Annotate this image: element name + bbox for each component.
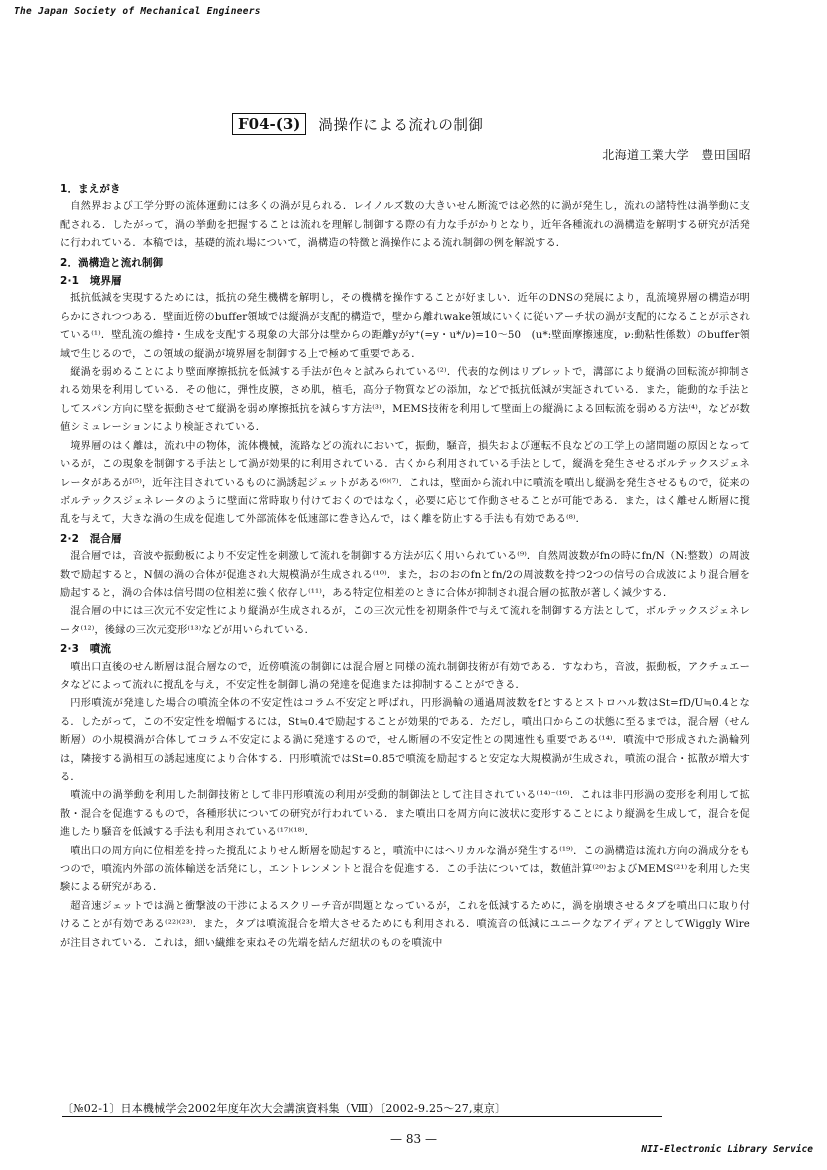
paragraph: 境界層のはく離は，流れ中の物体，流体機械，流路などの流れにおいて，振動，騒音，損失および運転不良などの工学上の諸問題の原因となっているが，この現象を制御する手法として渦が効果的に利用されている．古くから利用されている手法として，縦渦を発生させるボルテックスジェネレータがあるが⁽⁵⁾，近年注目されているものに渦誘起ジェットがある⁽⁶⁾⁽⁷⁾．これは，壁面から流れ中に噴流を噴出し縦渦を発生させるもので，従来のボルテックスジェネレータのように壁面に常時取り付けておくのではなく，必要に応じて作動させることが可能である．また，はく離せん断層に撹乱を与えて，大きな渦の生成を促進して外部流体を低速部に巻き込んで，はく離を防止する手法も有効である⁽⁸⁾． xyxy=(60,440,750,526)
section-heading: 2．渦構造と流れ制御 xyxy=(60,256,164,269)
section-heading: 1．まえがき xyxy=(60,183,121,195)
paper-body xyxy=(60,180,750,953)
paper-title: 渦操作による流れの制御 xyxy=(318,117,484,134)
paragraph: 自然界および工学分野の流体運動には多くの渦が見られる．レイノルズ数の大きいせん断流では必然的に渦が発生し，流れの諸特性は渦挙動に支配される．したがって，渦の挙動を把握することは流れを理解し制御する際の有力な手がかりとなり，近年各種流れの渦構造を解明する研究が活発に行われている．本稿では，基礎的流れ場について，渦構造の特徴と渦操作による流れ制御の例を解説する． xyxy=(60,201,750,250)
section-heading: 2·1 境界層 xyxy=(60,275,122,288)
paragraph: 円形噴流が発達した場合の噴流全体の不安定性はコラム不安定と呼ばれ，円形渦輪の通過周波数をfとするとストロハル数はSt=fD/U≒0.4となる．したがって，この不安定性を増幅するには，St≒0.4で励起することが効果的である．ただし，噴出口からこの状態に至るまでは，混合層（せん断層）の小規模渦が合体してコラム不安定による渦に発達するので，せん断層の不安定性との関連性も重要である⁽¹⁴⁾．噴流中で形成された渦輪列は，隣接する渦相互の誘起速度により合体する．円形噴流ではSt=0.85で噴流を励起すると安定な大規模渦が生成され，噴流の混合・拡散が増大する． xyxy=(60,698,750,783)
paper-id-box: F04-(3) xyxy=(232,113,306,135)
section-heading: 2·2 混合層 xyxy=(60,532,122,545)
paragraph: 混合層では，音波や振動板により不安定性を刺激して流れを制御する方法が広く用いられている⁽⁹⁾．自然周波数がfnの時にfn/N（N:整数）の周波数で励起すると，N個の渦の合体が促進され大規模渦が生成される⁽¹⁰⁾．また，おのおのfnとfn/2の周波数を持つ2つの信号の合成波により混合層を励起すると，渦の合体は信号間の位相差に強く依存し⁽¹¹⁾，ある特定位相差のときに合体が抑制され混合層の拡散が著しく減少する． xyxy=(60,551,750,599)
proceedings-citation: 〔№02-1〕日本機械学会2002年度年次大会講演資料集（Ⅷ）〔2002-9.25～27,東京〕 xyxy=(62,1102,507,1115)
paragraph: 噴出口直後のせん断層は混合層なので，近傍噴流の制御には混合層と同様の流れ制御技術が有効である．すなわち，音波，振動板，アクチュエータなどによって流れに撹乱を与え，不安定性を制御し渦の発達を促進または抑制することができる． xyxy=(60,661,750,691)
citation-rule xyxy=(62,1116,662,1117)
society-header: The Japan Society of Mechanical Engineers xyxy=(14,6,261,17)
paragraph: 混合層の中には三次元不安定性により縦渦が生成されるが，この三次元性を初期条件で与えて流れを制御する方法として，ボルテックスジェネレータ⁽¹²⁾，後縁の三次元変形⁽¹³⁾などが用いられている． xyxy=(60,606,750,636)
title-block xyxy=(232,112,483,136)
paragraph: 縦渦を弱めることにより壁面摩擦抵抗を低減する手法が色々と試みられている⁽²⁾．代表的な例はリブレットで，溝部により縦渦の回転流が抑制される効果を利用している．その他に，弾性皮膜，さめ肌，植毛，高分子物質などの添加，などで抵抗低減が実証されている．また，能動的な手法としてスパン方向に壁を振動させて縦渦を弱め摩擦抵抗を減らす方法⁽³⁾，MEMS技術を利用して壁面上の縦渦による回転流を弱める方法⁽⁴⁾，などが数値シミュレーションにより検証されている． xyxy=(60,367,750,434)
author-affiliation: 北海道工業大学 豊田国昭 xyxy=(602,148,751,162)
paragraph: 噴流中の渦挙動を利用した制御技術として非円形噴流の利用が受動的制御法として注目されている⁽¹⁴⁾⁻⁽¹⁶⁾．これは非円形渦の変形を利用して拡散・混合を促進するもので，各種形状についての研究が行われている．また噴出口を周方向に波状に変形することにより縦渦を生成して，混合を促進したり騒音を低減する手法も利用されている⁽¹⁷⁾⁽¹⁸⁾． xyxy=(60,790,750,839)
library-footer: NII-Electronic Library Service xyxy=(641,1144,813,1155)
paragraph: 抵抗低減を実現するためには，抵抗の発生機構を解明し，その機構を操作することが好ましい．近年のDNSの発展により，乱流境界層の構造が明らかにされつつある．壁面近傍のbuffer領域では縦渦が支配的構造で，壁から離れwake領域にいくに従いアーチ状の渦が支配的になることが示されている⁽¹⁾．壁乱流の維持・生成を支配する現象の大部分は壁からの距離yがy⁺(=y・u*/ν)=10～50 (u*:壁面摩擦速度，ν:動粘性係数）のbuffer領域で生じるので，この領域の縦渦が境界層を制御する上で極めて重要である． xyxy=(60,293,750,360)
paragraph: 噴出口の周方向に位相差を持った撹乱によりせん断層を励起すると，噴流中にはヘリカルな渦が発生する⁽¹⁹⁾．この渦構造は流れ方向の渦成分をもつので，噴流内外部の流体輸送を活発にし，エントレンメントと混合を促進する．この手法については，数値計算⁽²⁰⁾およびMEMS⁽²¹⁾を利用した実験による研究がある． xyxy=(60,845,750,894)
paragraph: 超音速ジェットでは渦と衝撃波の干渉によるスクリーチ音が問題となっているが，これを低減するために，渦を崩壊させるタブを噴出口に取り付けることが有効である⁽²²⁾⁽²³⁾．また，タブは噴流混合を増大させるためにも利用される．噴流音の低減にユニークなアイディアとしてWiggly Wireが注目されている．これは，細い繊維を束ねその先端を結んだ紐状のものを噴流中 xyxy=(60,900,750,949)
section-heading: 2·3 噴流 xyxy=(60,643,112,656)
page-number: — 83 — xyxy=(390,1132,437,1146)
